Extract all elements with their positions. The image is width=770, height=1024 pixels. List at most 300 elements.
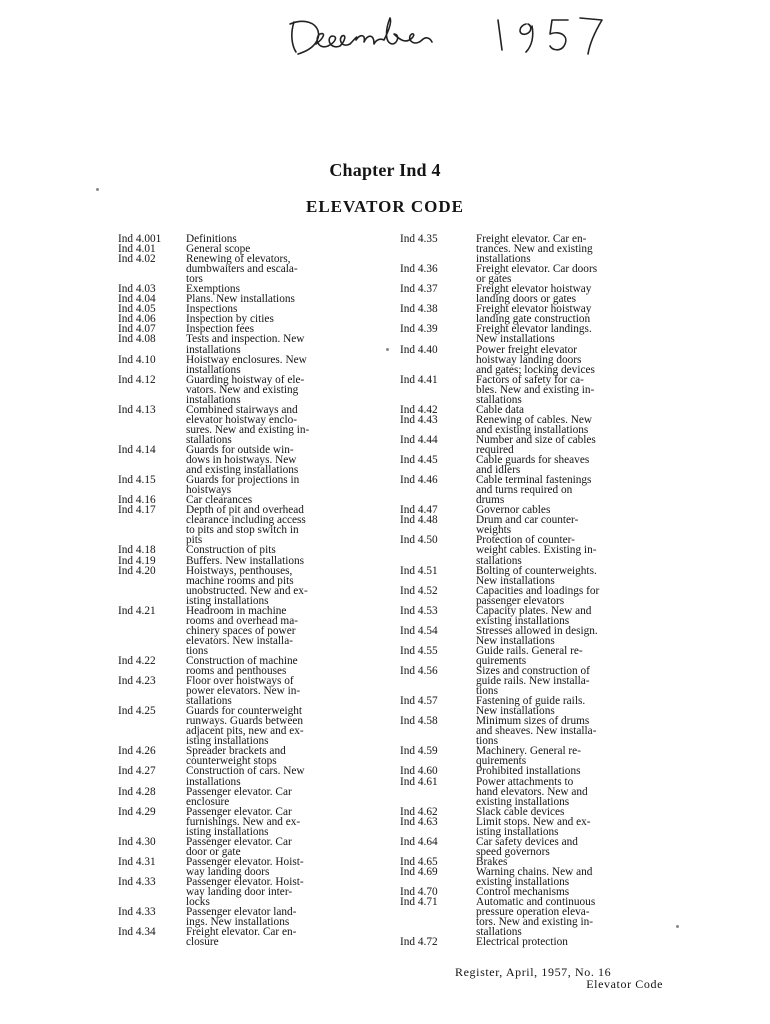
code-title: ELEVATOR CODE <box>305 197 464 216</box>
section-title-line: counterweight stops <box>186 755 277 768</box>
section-title-line: Passenger elevator. Hoist- <box>186 876 304 888</box>
section-title-line: Minimum sizes of drums <box>476 715 590 728</box>
section-number: Ind 4.16 <box>118 494 156 507</box>
section-number: Ind 4.55 <box>400 644 438 657</box>
section-title <box>476 234 668 264</box>
section-title-line: power elevators. New in- <box>186 685 301 698</box>
section-title-line: weights <box>476 524 512 537</box>
section-title <box>186 505 390 545</box>
section-title-line: hand elevators. New and <box>476 785 588 798</box>
section-title <box>186 606 390 656</box>
section-number: Ind 4.33 <box>118 906 156 919</box>
section-number: Ind 4.69 <box>400 865 438 878</box>
section-title-line: Guards for counterweight <box>186 705 303 718</box>
section-title <box>476 515 668 535</box>
section-title-line: Construction of cars. New <box>186 765 305 778</box>
section-title-line: Hoistway enclosures. New <box>186 353 307 366</box>
section-number: Ind 4.04 <box>118 293 156 306</box>
section-title-line: Spreader brackets and <box>186 745 286 758</box>
toc-entry <box>118 234 390 244</box>
section-title-line: installations <box>476 253 531 266</box>
section-title-line: Construction of machine <box>186 654 298 667</box>
section-title-line: hoistway landing doors <box>476 353 582 366</box>
toc-entry <box>400 234 668 264</box>
section-number: Ind 4.63 <box>400 815 438 828</box>
section-number: Ind 4.18 <box>118 544 156 557</box>
handwriting-icon <box>280 4 620 64</box>
section-title-line: required <box>476 443 514 456</box>
section-number: Ind 4.19 <box>118 554 156 567</box>
section-number: Ind 4.10 <box>118 353 156 366</box>
section-title <box>186 676 390 706</box>
section-title-line: Bolting of counterweights. <box>476 564 597 577</box>
toc-entry <box>400 415 668 435</box>
section-number: Ind 4.59 <box>400 745 438 758</box>
register-footer <box>455 966 663 990</box>
section-title-line: Combined stairways and <box>186 403 298 416</box>
toc-entry <box>400 867 668 887</box>
section-title <box>186 254 390 284</box>
section-title-line: Construction of pits <box>186 544 276 557</box>
section-title-line: Protection of counter- <box>476 534 575 547</box>
section-title-line: Cable guards for sheaves <box>476 454 590 467</box>
section-title-line: Car clearances <box>186 494 253 507</box>
toc-entry <box>118 927 390 947</box>
section-number: Ind 4.45 <box>400 454 438 467</box>
toc-entry <box>400 817 668 837</box>
toc-entry <box>118 405 390 445</box>
toc-entry <box>118 566 390 606</box>
section-title <box>476 937 668 947</box>
toc-entry <box>400 304 668 324</box>
section-number: Ind 4.57 <box>400 695 438 708</box>
section-number: Ind 4.58 <box>400 715 438 728</box>
section-title-line: isting installations <box>186 735 269 748</box>
handwritten-date-note <box>280 4 620 64</box>
toc-entry <box>118 355 390 375</box>
section-number: Ind 4.52 <box>400 584 438 597</box>
section-title-line: New installations <box>476 574 555 587</box>
section-title-line: existing installations <box>476 876 570 888</box>
section-title-line: bles. New and existing in- <box>476 383 595 396</box>
section-title <box>186 746 390 766</box>
section-title-line: to pits and stop switch in <box>186 524 299 537</box>
section-title <box>476 284 668 304</box>
toc-entry <box>400 375 668 405</box>
section-number: Ind 4.06 <box>118 313 156 326</box>
section-title <box>476 345 668 375</box>
section-title-line: quirements <box>476 755 527 768</box>
toc-entry <box>400 566 668 586</box>
section-title-line: Guarding hoistway of ele- <box>186 373 305 386</box>
toc-entry <box>400 746 668 766</box>
section-title-line: stallations <box>186 695 232 708</box>
section-title-line: elevators. New installa- <box>186 634 293 647</box>
section-title-line: Freight elevator. Car en- <box>186 926 297 939</box>
section-number: Ind 4.21 <box>118 604 156 617</box>
section-title <box>476 304 668 324</box>
section-title-line: Cable data <box>476 403 524 416</box>
section-title-line: tors. New and existing in- <box>476 916 594 929</box>
section-title-line: vators. New and existing <box>186 383 299 396</box>
section-title-line: locks <box>186 896 210 909</box>
section-title-line: and turns required on <box>476 484 573 497</box>
section-title-line: landing gate construction <box>476 313 591 326</box>
section-title-line: tions <box>476 685 498 698</box>
section-title <box>476 606 668 626</box>
section-title-line: Passenger elevator. Car <box>186 785 292 798</box>
toc-entry <box>118 857 390 877</box>
section-number: Ind 4.08 <box>118 333 156 346</box>
toc-entry <box>400 777 668 807</box>
section-number: Ind 4.39 <box>400 323 438 336</box>
section-title-line: Number and size of cables <box>476 433 596 446</box>
section-number: Ind 4.12 <box>118 373 156 386</box>
section-title <box>186 787 390 807</box>
section-title-line: adjacent pits, new and ex- <box>186 725 304 738</box>
section-title-line: existing installations <box>476 614 570 627</box>
section-title <box>476 475 668 505</box>
section-title-line: Power attachments to <box>476 775 574 788</box>
section-title-line: Machinery. General re- <box>476 745 581 758</box>
section-title-line: General scope <box>186 243 251 256</box>
section-number: Ind 4.70 <box>400 886 438 899</box>
toc-entry <box>118 656 390 676</box>
section-title-line: Stresses allowed in design. <box>476 624 598 637</box>
section-title-line: Control mechanisms <box>476 886 570 899</box>
section-title-line: sures. New and existing in- <box>186 423 310 436</box>
section-title <box>476 777 668 807</box>
section-title-line: Plans. New installations <box>186 293 295 306</box>
section-title-line: Freight elevator. Car en- <box>476 233 587 245</box>
toc-entry <box>118 807 390 837</box>
chapter-heading: Chapter Ind 4 <box>329 160 441 180</box>
section-title-line: Capacity plates. New and <box>476 604 592 617</box>
section-title-line: stallations <box>476 926 522 939</box>
section-title <box>186 877 390 907</box>
section-number: Ind 4.31 <box>118 855 156 868</box>
section-title <box>476 375 668 405</box>
toc-entry <box>400 646 668 666</box>
section-title <box>476 435 668 455</box>
page-speck <box>96 188 99 191</box>
section-title-line: quirements <box>476 654 527 667</box>
section-title <box>476 626 668 646</box>
section-number: Ind 4.37 <box>400 283 438 296</box>
footer-code-line: Elevator Code <box>586 977 663 991</box>
section-title <box>476 746 668 766</box>
section-title-line: Freight elevator hoistway <box>476 283 592 296</box>
toc-entry <box>400 264 668 284</box>
toc-entry <box>118 475 390 495</box>
section-title <box>186 807 390 837</box>
section-number: Ind 4.46 <box>400 474 438 487</box>
section-title-line: Headroom in machine <box>186 604 287 617</box>
toc-entry <box>400 666 668 696</box>
section-number: Ind 4.54 <box>400 624 438 637</box>
section-title-line: installations <box>186 775 241 788</box>
toc-entry <box>118 254 390 284</box>
section-number: Ind 4.23 <box>118 675 156 688</box>
toc-entry <box>400 435 668 455</box>
section-number: Ind 4.43 <box>400 413 438 426</box>
toc-entry <box>400 696 668 716</box>
toc-left-column <box>118 234 390 947</box>
section-number: Ind 4.60 <box>400 765 438 778</box>
toc-entry <box>400 897 668 937</box>
section-title-line: guide rails. New installa- <box>476 675 590 688</box>
toc-entry <box>118 877 390 907</box>
section-number: Ind 4.29 <box>118 805 156 818</box>
section-title-line: landing doors or gates <box>476 293 577 306</box>
section-title-line: pressure operation eleva- <box>476 906 590 919</box>
section-title <box>186 355 390 375</box>
toc-entry <box>118 606 390 656</box>
section-title-line: tions <box>476 735 498 748</box>
section-number: Ind 4.20 <box>118 564 156 577</box>
section-title-line: Freight elevator landings. <box>476 323 592 336</box>
section-number: Ind 4.02 <box>118 253 156 266</box>
section-title-line: enclosure <box>186 795 230 808</box>
toc-entry <box>118 334 390 354</box>
section-number: Ind 4.48 <box>400 514 438 527</box>
section-title-line: Guards for outside win- <box>186 443 294 456</box>
section-title <box>476 646 668 666</box>
section-title-line: tions <box>186 644 208 657</box>
section-number: Ind 4.44 <box>400 433 438 446</box>
section-title <box>476 897 668 937</box>
section-title-line: Inspection fees <box>186 323 255 336</box>
section-title-line: and existing installations <box>476 423 589 436</box>
section-number: Ind 4.28 <box>118 785 156 798</box>
section-number: Ind 4.26 <box>118 745 156 758</box>
section-title <box>476 264 668 284</box>
section-number: Ind 4.47 <box>400 504 438 517</box>
section-title-line: Capacities and loadings for <box>476 584 600 597</box>
section-title <box>476 817 668 837</box>
section-title-line: Guide rails. General re- <box>476 644 583 657</box>
section-title <box>186 837 390 857</box>
section-title <box>186 334 390 354</box>
section-title-line: tors <box>186 273 203 286</box>
section-title-line: and gates; locking devices <box>476 363 595 376</box>
section-title-line: dows in hoistways. New <box>186 454 297 467</box>
section-title-line: stallations <box>476 554 522 567</box>
section-title-line: Freight elevator. Car doors <box>476 263 598 276</box>
toc-entry <box>400 475 668 505</box>
toc-entry <box>400 284 668 304</box>
footer-register-line: Register, April, 1957, No. 16 <box>455 965 612 979</box>
toc-right-column <box>400 234 668 947</box>
section-title-line: hoistways <box>186 484 232 497</box>
section-number: Ind 4.40 <box>400 343 438 356</box>
page-speck <box>676 925 679 928</box>
section-title-line: Electrical protection <box>476 936 568 949</box>
section-title-line: Car safety devices and <box>476 835 578 848</box>
toc-entry <box>118 676 390 706</box>
section-number: Ind 4.71 <box>400 896 438 909</box>
section-title-line: Factors of safety for ca- <box>476 373 584 386</box>
section-title-line: Power freight elevator <box>476 343 578 356</box>
section-title-line: existing installations <box>476 795 570 808</box>
section-title-line: Limit stops. New and ex- <box>476 815 591 828</box>
section-number: Ind 4.65 <box>400 855 438 868</box>
section-title-line: Sizes and construction of <box>476 665 590 678</box>
section-title-line: Guards for projections in <box>186 474 300 487</box>
section-number: Ind 4.61 <box>400 775 438 788</box>
section-title <box>476 415 668 435</box>
section-title-line: Brakes <box>476 855 508 868</box>
section-title <box>186 656 390 676</box>
section-title-line: Cable terminal fastenings <box>476 474 592 487</box>
toc-entry <box>118 505 390 545</box>
section-title <box>186 706 390 746</box>
toc-entry <box>400 535 668 565</box>
section-number: Ind 4.25 <box>118 705 156 718</box>
section-title-line: unobstructed. New and ex- <box>186 584 308 597</box>
section-title-line: rooms and overhead ma- <box>186 614 298 627</box>
section-title-line: Renewing of elevators, <box>186 253 291 266</box>
toc-entry <box>118 837 390 857</box>
section-number: Ind 4.38 <box>400 303 438 316</box>
section-number: Ind 4.42 <box>400 403 438 416</box>
toc-entry <box>118 766 390 786</box>
section-title <box>186 766 390 786</box>
toc-entry <box>400 626 668 646</box>
section-title-line: passenger elevators <box>476 594 565 607</box>
section-title-line: door or gate <box>186 845 241 858</box>
section-title-line: runways. Guards between <box>186 715 304 728</box>
section-number: Ind 4.01 <box>118 243 156 256</box>
section-title-line: Definitions <box>186 233 237 245</box>
section-title-line: machine rooms and pits <box>186 574 294 587</box>
section-title-line: pits <box>186 534 203 547</box>
section-title-line: installations <box>186 363 241 376</box>
section-number: Ind 4.56 <box>400 665 438 678</box>
section-title-line: Warning chains. New and <box>476 865 593 878</box>
section-title-line: Floor over hoistways of <box>186 675 294 688</box>
section-title-line: Passenger elevator. Car <box>186 805 292 818</box>
section-title <box>186 927 390 947</box>
toc-entry <box>118 746 390 766</box>
section-number: Ind 4.13 <box>118 403 156 416</box>
section-title-line: Prohibited installations <box>476 765 581 778</box>
section-number: Ind 4.41 <box>400 373 438 386</box>
toc-entry <box>400 455 668 475</box>
section-title-line: weight cables. Existing in- <box>476 544 597 557</box>
section-title-line: trances. New and existing <box>476 243 593 256</box>
section-number: Ind 4.07 <box>118 323 156 336</box>
section-title <box>476 696 668 716</box>
section-title-line: Renewing of cables. New <box>476 413 593 426</box>
section-title-line: and idlers <box>476 464 521 477</box>
section-title <box>476 666 668 696</box>
section-number: Ind 4.03 <box>118 283 156 296</box>
section-number: Ind 4.36 <box>400 263 438 276</box>
section-title <box>476 455 668 475</box>
section-title-line: New installations <box>476 705 555 718</box>
section-title <box>186 375 390 405</box>
section-title-line: drums <box>476 494 505 507</box>
toc-entry <box>118 314 390 324</box>
section-title-line: installations <box>186 393 241 406</box>
section-title-line: ings. New installations <box>186 916 290 929</box>
section-title-line: rooms and penthouses <box>186 665 287 678</box>
section-title-line: Buffers. New installations <box>186 554 305 567</box>
section-title <box>186 475 390 495</box>
section-title-line: stallations <box>186 433 232 446</box>
section-title-line: and existing installations <box>186 464 299 477</box>
section-title-line: clearance including access <box>186 514 306 527</box>
section-number: Ind 4.22 <box>118 654 156 667</box>
section-title <box>476 324 668 344</box>
section-number: Ind 4.05 <box>118 303 156 316</box>
toc-entry <box>400 716 668 746</box>
toc-entry <box>118 445 390 475</box>
section-number: Ind 4.62 <box>400 805 438 818</box>
section-number: Ind 4.72 <box>400 936 438 949</box>
section-number: Ind 4.15 <box>118 474 156 487</box>
section-title-line: Freight elevator hoistway <box>476 303 592 316</box>
section-number: Ind 4.17 <box>118 504 156 517</box>
section-title-line: speed governors <box>476 845 550 858</box>
section-title-line: isting installations <box>186 825 269 838</box>
section-title <box>186 545 390 555</box>
toc-entry <box>118 294 390 304</box>
section-title-line: Fastening of guide rails. <box>476 695 586 708</box>
section-title-line: stallations <box>476 393 522 406</box>
section-title <box>186 566 390 606</box>
section-title-line: New installations <box>476 333 555 346</box>
section-title-line: isting installations <box>476 825 559 838</box>
section-title-line: Tests and inspection. New <box>186 333 305 346</box>
section-number: Ind 4.50 <box>400 534 438 547</box>
section-title-line: way landing door inter- <box>186 886 293 899</box>
section-title-line: Exemptions <box>186 283 240 296</box>
section-title-line: Inspection by cities <box>186 313 274 326</box>
section-title-line: way landing doors <box>186 865 270 878</box>
toc-entry <box>118 907 390 927</box>
section-title <box>186 907 390 927</box>
section-number: Ind 4.27 <box>118 765 156 778</box>
toc-entry <box>400 586 668 606</box>
section-number: Ind 4.34 <box>118 926 156 939</box>
section-title-line: Passenger elevator. Hoist- <box>186 855 304 868</box>
toc-entry <box>400 324 668 344</box>
section-title-line: furnishings. New and ex- <box>186 815 301 828</box>
section-title-line: Governor cables <box>476 504 551 517</box>
section-title <box>186 445 390 475</box>
section-title-line: or gates <box>476 273 512 286</box>
section-title <box>476 566 668 586</box>
section-title-line: isting installations <box>186 594 269 607</box>
section-title-line: Hoistways, penthouses, <box>186 564 293 577</box>
toc-entry <box>400 837 668 857</box>
section-title-line: and sheaves. New installa- <box>476 725 597 738</box>
section-number: Ind 4.35 <box>400 233 438 245</box>
section-title-line: elevator hoistway enclo- <box>186 413 298 426</box>
toc-entry <box>118 787 390 807</box>
section-title-line: Automatic and continuous <box>476 896 596 909</box>
section-number: Ind 4.51 <box>400 564 438 577</box>
section-number: Ind 4.53 <box>400 604 438 617</box>
section-title-line: Drum and car counter- <box>476 514 579 527</box>
section-title-line: New installations <box>476 634 555 647</box>
section-number: Ind 4.14 <box>118 443 156 456</box>
section-title <box>476 867 668 887</box>
section-number: Ind 4.001 <box>118 233 162 245</box>
section-title <box>476 535 668 565</box>
